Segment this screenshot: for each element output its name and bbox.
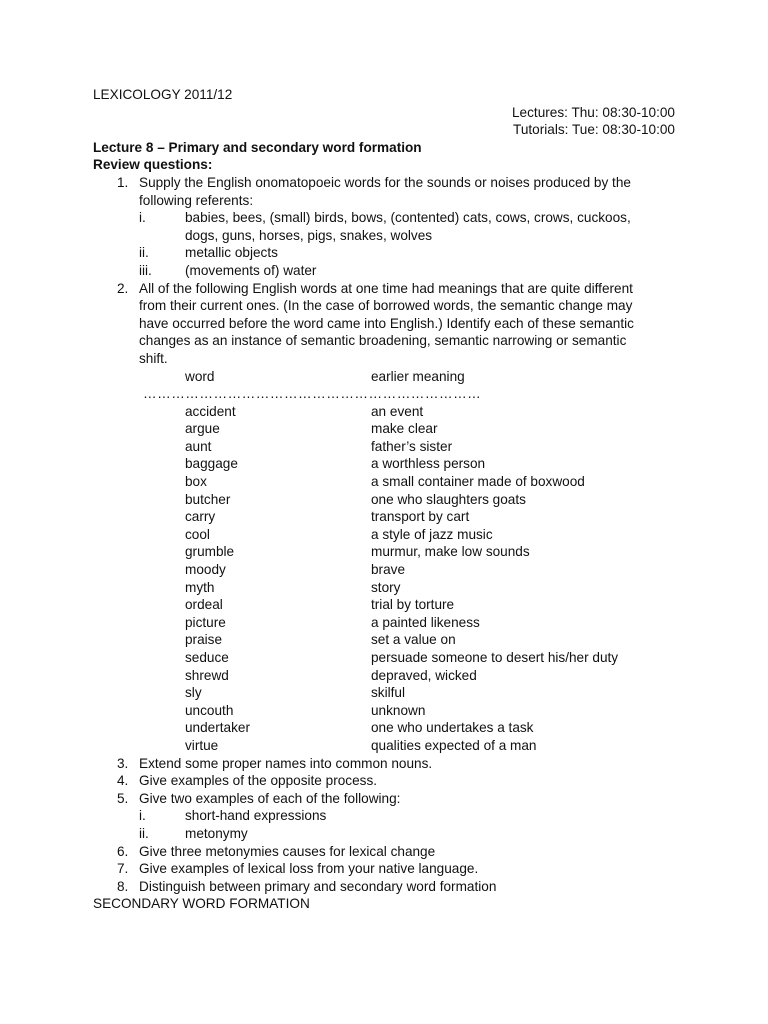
question-number: 7. bbox=[117, 861, 129, 877]
subitem-text: metallic objects bbox=[185, 245, 278, 261]
question-text: Extend some proper names into common nouns. bbox=[139, 755, 433, 771]
word-table-row bbox=[93, 631, 683, 649]
meaning-cell: brave bbox=[371, 562, 406, 578]
meaning-cell: one who slaughters goats bbox=[371, 491, 526, 507]
question-number: 4. bbox=[117, 773, 129, 789]
meaning-cell: murmur, make low sounds bbox=[371, 544, 530, 560]
column-header-word: word bbox=[185, 368, 215, 384]
question-8 bbox=[93, 878, 683, 896]
question-number: 5. bbox=[117, 790, 129, 806]
subitem-text: short-hand expressions bbox=[185, 808, 327, 824]
meaning-cell: depraved, wicked bbox=[371, 667, 477, 683]
word-cell: undertaker bbox=[185, 720, 250, 736]
meaning-cell: transport by cart bbox=[371, 509, 470, 525]
meaning-cell: a worthless person bbox=[371, 456, 486, 472]
meaning-cell: one who undertakes a task bbox=[371, 720, 534, 736]
word-table-row bbox=[93, 420, 683, 438]
word-cell: aunt bbox=[185, 438, 212, 454]
word-cell: cool bbox=[185, 526, 210, 542]
meaning-cell: unknown bbox=[371, 702, 426, 718]
word-table-row bbox=[93, 438, 683, 456]
subitem-number: iii. bbox=[139, 262, 152, 278]
word-cell: praise bbox=[185, 632, 223, 648]
word-cell: picture bbox=[185, 614, 226, 630]
question-5 bbox=[93, 790, 683, 808]
meaning-cell: story bbox=[371, 579, 401, 595]
subitem-number: i. bbox=[139, 210, 146, 226]
word-cell: butcher bbox=[185, 491, 231, 507]
word-cell: uncouth bbox=[185, 702, 234, 718]
meaning-cell: a painted likeness bbox=[371, 614, 480, 630]
word-cell: shrewd bbox=[185, 667, 229, 683]
word-table bbox=[93, 403, 683, 755]
subitem-number: i. bbox=[139, 808, 146, 824]
word-table-row bbox=[93, 702, 683, 720]
dotted-separator: ……………………………………………………………… bbox=[143, 386, 482, 402]
section-heading: SECONDARY WORD FORMATION bbox=[93, 896, 310, 912]
word-table-row bbox=[93, 719, 683, 737]
word-table-row bbox=[93, 737, 683, 755]
review-heading: Review questions: bbox=[93, 157, 213, 173]
word-table-row bbox=[93, 526, 683, 544]
question-text: Give examples of the opposite process. bbox=[139, 773, 378, 789]
subitem-text: metonymy bbox=[185, 825, 248, 841]
subitem-5-i bbox=[93, 807, 683, 825]
meaning-cell: father’s sister bbox=[371, 438, 453, 454]
meaning-cell: trial by torture bbox=[371, 597, 455, 613]
meaning-cell: a small container made of boxwood bbox=[371, 474, 585, 490]
question-number: 6. bbox=[117, 843, 129, 859]
question-number: 8. bbox=[117, 878, 129, 894]
question-text-continued: shift. bbox=[139, 350, 168, 366]
meaning-cell: set a value on bbox=[371, 632, 456, 648]
word-table-row bbox=[93, 473, 683, 491]
question-text-continued: have occurred before the word came into English.) Identify each of these semantic bbox=[139, 315, 634, 331]
subitem-text: (movements of) water bbox=[185, 262, 317, 278]
lectures-schedule: Lectures: Thu: 08:30-10:00 bbox=[512, 104, 675, 120]
subitem-number: ii. bbox=[139, 245, 149, 261]
word-table-row bbox=[93, 684, 683, 702]
word-cell: grumble bbox=[185, 544, 235, 560]
subitem-1-ii bbox=[93, 244, 683, 262]
question-text-continued: following referents: bbox=[139, 192, 254, 208]
subitem-1-iii bbox=[93, 262, 683, 280]
question-number: 3. bbox=[117, 755, 129, 771]
meaning-cell: qualities expected of a man bbox=[371, 737, 537, 753]
word-table-row bbox=[93, 596, 683, 614]
lecture-title: Lecture 8 – Primary and secondary word formation bbox=[93, 139, 422, 155]
question-text: Distinguish between primary and secondary word formation bbox=[139, 878, 497, 894]
question-text: All of the following English words at one time had meanings that are quite different bbox=[139, 280, 633, 296]
word-cell: myth bbox=[185, 579, 215, 595]
meaning-cell: persuade someone to desert his/her duty bbox=[371, 650, 619, 665]
word-cell: sly bbox=[185, 685, 202, 701]
subitem-text-continued: dogs, guns, horses, pigs, snakes, wolves bbox=[185, 227, 433, 243]
meaning-cell: an event bbox=[371, 403, 424, 419]
tutorials-schedule: Tutorials: Tue: 08:30-10:00 bbox=[513, 122, 675, 138]
word-cell: accident bbox=[185, 403, 236, 419]
question-text-continued: changes as an instance of semantic broadening, semantic narrowing or semantic bbox=[139, 333, 627, 349]
question-6 bbox=[93, 843, 683, 861]
word-cell: seduce bbox=[185, 650, 229, 665]
question-text: Give two examples of each of the following: bbox=[139, 790, 401, 806]
word-table-row bbox=[93, 614, 683, 632]
word-table-row bbox=[93, 491, 683, 509]
word-table-row bbox=[93, 403, 683, 421]
meaning-cell: skilful bbox=[371, 685, 405, 701]
word-table-row bbox=[93, 579, 683, 597]
question-text: Give three metonymies causes for lexical change bbox=[139, 843, 436, 859]
word-cell: box bbox=[185, 474, 207, 490]
course-title: LEXICOLOGY 2011/12 bbox=[93, 87, 233, 102]
question-text: Give examples of lexical loss from your native language. bbox=[139, 861, 479, 877]
word-table-row bbox=[93, 561, 683, 579]
word-table-row bbox=[93, 667, 683, 685]
word-cell: carry bbox=[185, 509, 216, 525]
word-cell: baggage bbox=[185, 456, 238, 472]
word-table-row bbox=[93, 508, 683, 526]
meaning-cell: make clear bbox=[371, 421, 438, 437]
document-page bbox=[93, 86, 683, 913]
question-number: 1. bbox=[117, 174, 129, 190]
question-7 bbox=[93, 860, 683, 878]
question-text: Supply the English onomatopoeic words for the sounds or noises produced by the bbox=[139, 174, 631, 190]
question-number: 2. bbox=[117, 280, 129, 296]
word-cell: argue bbox=[185, 421, 220, 437]
subitem-1-i bbox=[93, 209, 683, 227]
word-table-row bbox=[93, 455, 683, 473]
question-text-continued: from their current ones. (In the case of borrowed words, the semantic change may bbox=[139, 298, 633, 314]
question-4 bbox=[93, 772, 683, 790]
subitem-5-ii bbox=[93, 825, 683, 843]
question-3 bbox=[93, 755, 683, 773]
word-cell: virtue bbox=[185, 737, 219, 753]
question-2 bbox=[93, 280, 683, 298]
word-table-row bbox=[93, 649, 683, 667]
question-1 bbox=[93, 174, 683, 192]
word-cell: ordeal bbox=[185, 597, 223, 613]
subitem-number: ii. bbox=[139, 825, 149, 841]
word-table-row bbox=[93, 543, 683, 561]
subitem-text: babies, bees, (small) birds, bows, (contented) cats, cows, crows, cuckoos, bbox=[185, 210, 631, 226]
word-table-header bbox=[93, 368, 683, 386]
meaning-cell: a style of jazz music bbox=[371, 526, 493, 542]
column-header-meaning: earlier meaning bbox=[371, 368, 465, 384]
word-cell: moody bbox=[185, 562, 226, 578]
